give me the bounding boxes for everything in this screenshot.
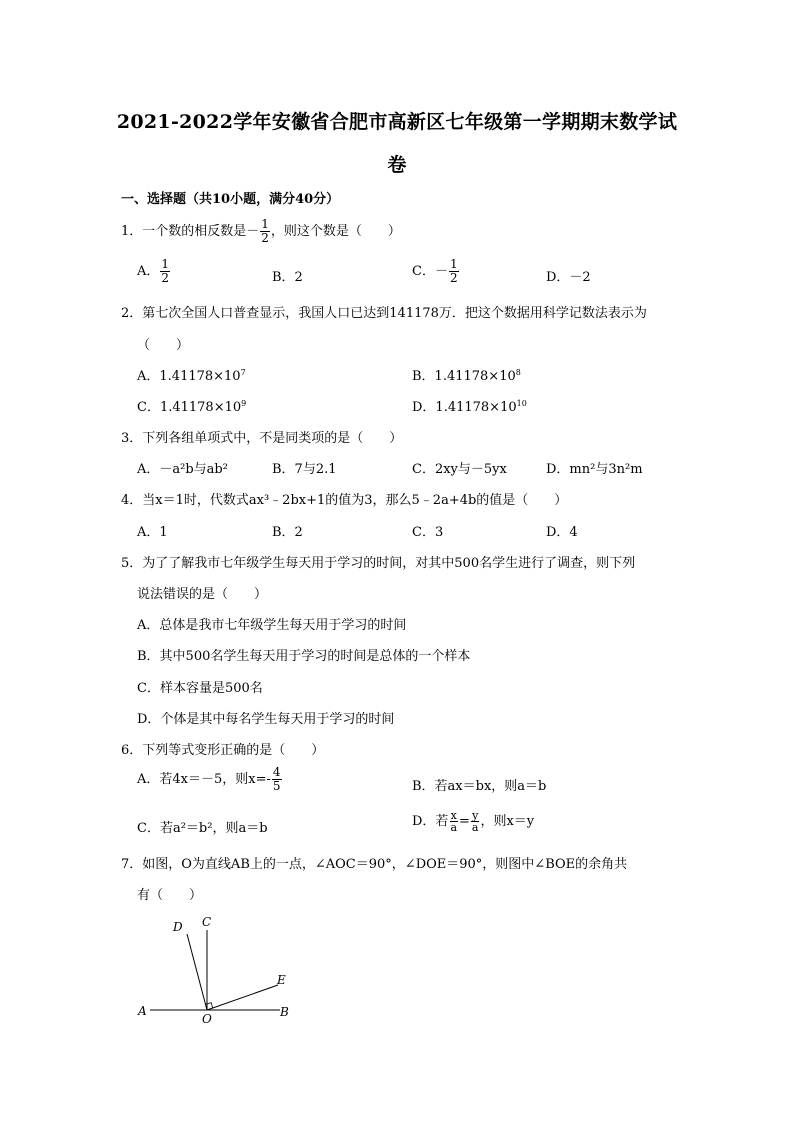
question-4-option-d: D．4 xyxy=(546,525,578,540)
question-6-option-a: A．若4x＝－5，则x=- $\frac{4}{5}$ xyxy=(137,765,281,793)
ray-oe xyxy=(207,985,278,1010)
fraction: $\frac{1}{2}$ xyxy=(261,217,269,245)
fraction: $\frac{1}{2}$ xyxy=(161,257,170,285)
fraction: $\frac{y}{a}$ xyxy=(471,809,479,834)
question-4-stem: 4．当x＝1时，代数式ax³﹣2bx+1的值为3，那么5﹣2a+4b的值是（ ） xyxy=(121,493,568,508)
label-e: E xyxy=(277,973,286,987)
question-5-option-a: A．总体是我市七年级学生每天用于学习的时间 xyxy=(137,618,407,633)
question-4-option-a: A．1 xyxy=(137,525,168,540)
question-6-option-c: C．若a²＝b²，则a＝b xyxy=(137,821,268,836)
angle-diagram xyxy=(130,910,330,1040)
question-5-option-c: C．样本容量是500名 xyxy=(137,681,263,696)
question-2-option-d: D．$1.41178\times 10^{10}$ xyxy=(412,399,527,415)
question-5-stem-line1: 5．为了了解我市七年级学生每天用于学习的时间，对其中500名学生进行了调查，则下列 xyxy=(121,556,636,571)
question-2-stem-line1: 2．第七次全国人口普查显示，我国人口已达到141178万．把这个数据用科学记数法表示为 xyxy=(121,306,647,321)
question-5-option-b: B．其中500名学生每天用于学习的时间是总体的一个样本 xyxy=(137,649,471,664)
label-b: B xyxy=(280,1005,289,1019)
question-2-stem-line2: （ ） xyxy=(137,338,190,353)
fraction: $\frac{4}{5}$ xyxy=(272,765,281,793)
exam-title-line1: 2021-2022学年安徽省合肥市高新区七年级第一学期期末数学试 xyxy=(116,111,678,133)
question-6-option-b: B．若ax＝bx，则a＝b xyxy=(412,779,547,794)
question-5-option-d: D．个体是其中每名学生每天用于学习的时间 xyxy=(137,712,395,727)
exam-title-line2: 卷 xyxy=(387,154,407,176)
label-o: O xyxy=(202,1012,212,1026)
question-4-option-c: C．3 xyxy=(412,525,444,540)
question-1-option-c: C．－ $\frac{1}{2}$ xyxy=(412,257,458,285)
question-3-option-b: B．7与2.1 xyxy=(272,462,337,477)
label-c: C xyxy=(202,915,212,929)
label-a: A xyxy=(138,1004,147,1018)
label-d: D xyxy=(173,920,183,934)
question-3-stem: 3．下列各组单项式中，不是同类项的是（ ） xyxy=(121,431,403,446)
question-6-option-d: D．若 $\frac{x}{a}$ = $\frac{y}{a}$ ，则x＝y xyxy=(412,809,535,834)
question-2-option-b: B．$1.41178\times 10^8$ xyxy=(412,368,521,384)
fraction: $\frac{x}{a}$ xyxy=(450,809,457,834)
question-1-option-b: B．2 xyxy=(272,270,303,285)
question-1-stem: 1．一个数的相反数是－ $\frac{1}{2}$ ，则这个数是（ ） xyxy=(121,217,401,245)
question-3-option-d: D．mn²与3n²m xyxy=(546,462,643,477)
question-5-stem-line2: 说法错误的是（ ） xyxy=(137,587,268,602)
question-3-option-a: A．－a²b与ab² xyxy=(137,462,228,477)
question-2-option-a: A．$1.41178\times 10^7$ xyxy=(137,368,246,384)
question-3-option-c: C．2xy与－5yx xyxy=(412,462,507,477)
question-7-stem-line1: 7．如图，O为直线AB上的一点，∠AOC＝90°，∠DOE＝90°，则图中∠BOE的余角共 xyxy=(121,857,628,872)
ray-od xyxy=(187,934,207,1010)
section-heading: 一、选择题（共10小题，满分40分） xyxy=(121,192,340,207)
question-1-option-a: A． $\frac{1}{2}$ xyxy=(137,257,170,285)
question-4-option-b: B．2 xyxy=(272,525,303,540)
fraction: $\frac{1}{2}$ xyxy=(449,257,458,285)
question-7-stem-line2: 有（ ） xyxy=(137,888,203,903)
question-1-option-d: D．－2 xyxy=(546,270,591,285)
question-6-stem: 6．下列等式变形正确的是（ ） xyxy=(121,743,325,758)
question-2-option-c: C．$1.41178\times 10^9$ xyxy=(137,399,247,415)
